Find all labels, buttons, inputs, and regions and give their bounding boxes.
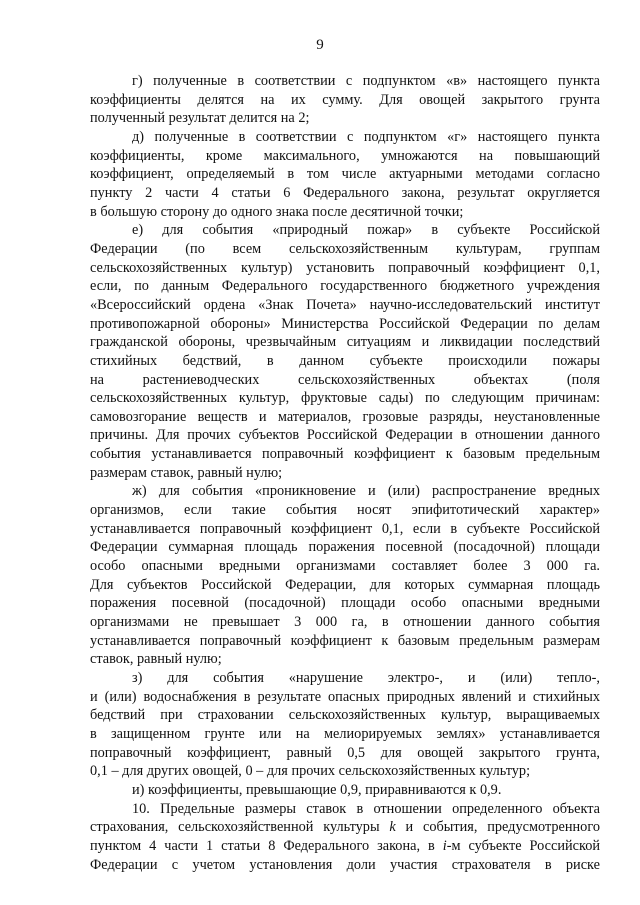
text-line: организмов, если такие события носят эпифитотический характер» (90, 502, 600, 519)
text-line: поражения посевной (посадочной) площади особо опасными вредными (90, 595, 600, 612)
text-segment: и события, предусмотренного (395, 819, 600, 836)
text-line: организмами не превышает 3 000 га, в отношении данного события (90, 614, 600, 631)
text-line: в большую сторону до одного знака после десятичной точки; (90, 203, 464, 220)
text-line: е) для события «природный пожар» в субъекте Российской (132, 222, 600, 239)
text-line: з) для события «нарушение электро-, и (или) тепло-, (132, 670, 600, 686)
text-line: коэффициенты, кроме максимального, умножаются на повышающий (90, 147, 600, 164)
math-variable: k (389, 819, 396, 836)
text-line: размерам ставок, равный нулю; (90, 464, 283, 481)
text-line: события устанавливается поправочный коэффициент к базовым предельным (90, 446, 600, 463)
text-line: на растениеводческих сельскохозяйственных объектах (поля (90, 371, 600, 388)
text-line: 10. Предельные размеры ставок в отношении определенного объекта (132, 800, 600, 817)
text-line: и) коэффициенты, превышающие 0,9, приравниваются к 0,9. (132, 781, 502, 798)
text-segment: -м субъекте Российской (446, 837, 600, 854)
text-line (90, 818, 600, 837)
text-line: гражданской обороны, чрезвычайным ситуациям и ликвидации последствий (90, 334, 600, 351)
text-line: Федерации с учетом установления доли участия страхователя в риске (90, 856, 600, 873)
text-line: «Всероссийский ордена «Знак Почета» научно-исследовательский институт (90, 296, 600, 313)
text-line: сельскохозяйственных культур) установить поправочный коэффициент 0,1, (90, 259, 600, 276)
text-segment: страхования, сельскохозяйственной культуры (90, 819, 390, 836)
text-line: и (или) водоснабжения в результате опасных природных явлений и стихийных (90, 688, 600, 705)
text-line: самовозгорание веществ и материалов, грозовые разряды, неустановленные (90, 408, 600, 425)
text-line: коэффициент, определяемый в том числе актуарными методами согласно (90, 166, 600, 183)
text-line: сельскохозяйственных культур, фруктовые сады) по следующим причинам: (90, 390, 600, 407)
text-line: 0,1 – для других овощей, 0 – для прочих сельскохозяйственных культур; (90, 763, 531, 780)
text-line: особо опасными вредными организмами составляет более 3 000 га. (90, 558, 600, 575)
text-line: бедствий при страховании сельскохозяйственных культур, выращиваемых (90, 707, 600, 724)
body-text (90, 72, 600, 874)
text-line: устанавливается поправочный коэффициент 0,1, если в субъекте Российской (90, 520, 600, 537)
text-line: ж) для события «проникновение и (или) распространение вредных (132, 483, 600, 500)
math-variable: i (442, 837, 447, 854)
page-number: 9 (316, 37, 324, 53)
text-line: поправочный коэффициент, равный 0,5 для овощей закрытого грунта, (90, 744, 600, 761)
text-line: Для субъектов Российской Федерации, для которых суммарная площадь (90, 576, 600, 593)
text-line: Федерации суммарная площадь поражения посевной (посадочной) площади (90, 539, 600, 556)
text-line: в защищенном грунте или на мелиорируемых землях» устанавливается (90, 725, 600, 742)
text-line: пункту 2 части 4 статьи 6 Федерального закона, результат округляется (90, 184, 600, 201)
text-line (90, 837, 600, 856)
text-line: г) полученные в соответствии с подпунктом «в» настоящего пункта (132, 73, 600, 89)
text-line: причины. Для прочих субъектов Российской Федерации в отношении данного (90, 427, 600, 444)
text-line: стихийных бедствий, в данном субъекте происходили пожары (90, 352, 600, 369)
text-line: противопожарной обороны» Министерства Российской Федерации по делам (90, 315, 600, 332)
text-segment: пунктом 4 части 1 статьи 8 Федерального закона, в (90, 837, 443, 854)
text-line: устанавливается поправочный коэффициент к базовым предельным размерам (90, 632, 600, 649)
text-line: если, по данным Федерального государственного бюджетного учреждения (90, 278, 600, 295)
text-line: Федерации (по всем сельскохозяйственным культурам, группам (90, 240, 600, 257)
text-line: коэффициенты делятся на их сумму. Для овощей закрытого грунта (90, 91, 600, 108)
text-line: полученный результат делится на 2; (90, 110, 310, 127)
text-line: д) полученные в соответствии с подпунктом «г» настоящего пункта (132, 128, 600, 145)
text-line: ставок, равный нулю; (90, 651, 222, 668)
